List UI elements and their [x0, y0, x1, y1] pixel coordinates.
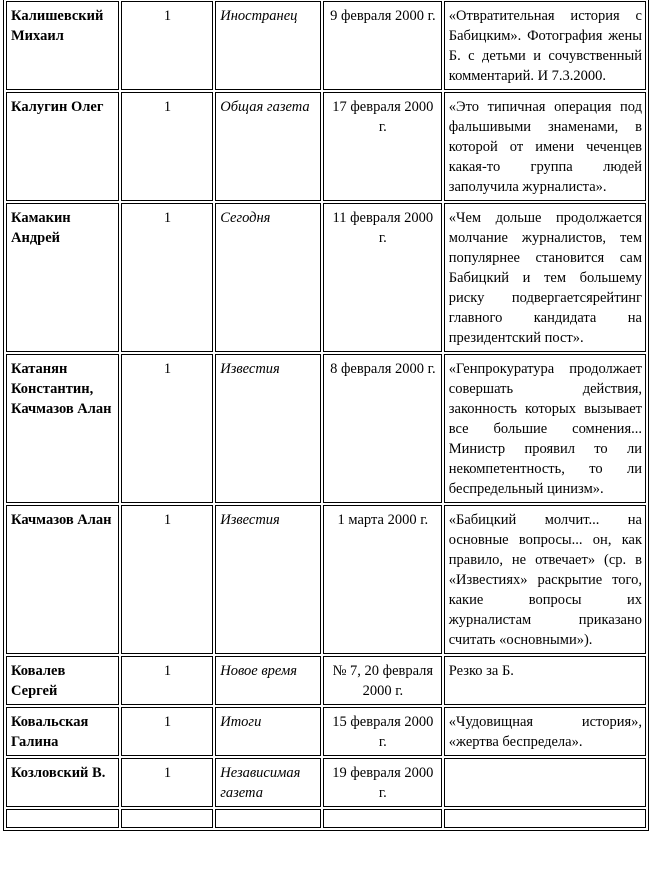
publication-date: 11 февраля 2000 г.: [323, 203, 442, 352]
table-row: [6, 758, 646, 807]
quote: «Это типичная операция под фальшивыми знаменами, в которой от имени чеченцев какая-то группа людей заполучила журналиста».: [444, 92, 646, 201]
publication-date: 17 февраля 2000 г.: [323, 92, 442, 201]
publication: Независимая газета: [215, 758, 321, 807]
table-row: [6, 92, 646, 201]
publication-date: 8 февраля 2000 г.: [323, 354, 442, 503]
mention-count: 1: [121, 656, 213, 705]
mention-count: 1: [121, 354, 213, 503]
author-name: Ковалев Сергей: [6, 656, 119, 705]
mention-count: 1: [121, 203, 213, 352]
table-row: [6, 505, 646, 654]
mention-count: 1: [121, 758, 213, 807]
table-row-partial-bottom: [6, 809, 646, 828]
table-row: [6, 203, 646, 352]
publication: Итоги: [215, 707, 321, 756]
publication: Сегодня: [215, 203, 321, 352]
table-cell: [121, 809, 213, 828]
publication: Известия: [215, 354, 321, 503]
publication-date: 1 марта 2000 г.: [323, 505, 442, 654]
author-name: Ковальская Галина: [6, 707, 119, 756]
publication-date: 15 февраля 2000 г.: [323, 707, 442, 756]
author-name: Качмазов Алан: [6, 505, 119, 654]
table-cell: [323, 809, 442, 828]
mention-count: 1: [121, 505, 213, 654]
mention-count: 1: [121, 1, 213, 90]
quote: Резко за Б.: [444, 656, 646, 705]
table-row: [6, 354, 646, 503]
author-name: Калугин Олег: [6, 92, 119, 201]
author-name: Катанян Константин, Качмазов Алан: [6, 354, 119, 503]
table-row: [6, 656, 646, 705]
publication: Известия: [215, 505, 321, 654]
table-row: [6, 1, 646, 90]
press-citations-table: [3, 0, 649, 831]
quote: «Бабицкий молчит... на основные вопросы... он, как правило, не отвечает» (ср. в «Известиях» раскрытие того, какие вопросы их журналистам приказано считать «основными»).: [444, 505, 646, 654]
table-cell: [215, 809, 321, 828]
publication-date: 9 февраля 2000 г.: [323, 1, 442, 90]
table-cell: [6, 809, 119, 828]
quote: «Чем дольше продолжается молчание журналистов, тем популярнее становится сам Бабицкий и тем большему риску подвергаетсярейтинг главного кандидата на президентский пост».: [444, 203, 646, 352]
author-name: Козловский В.: [6, 758, 119, 807]
quote: [444, 758, 646, 807]
author-name: Калишевский Михаил: [6, 1, 119, 90]
quote: «Отвратительная история с Бабицким». Фотография жены Б. с детьми и сочувственный комментарий. И 7.3.2000.: [444, 1, 646, 90]
publication-date: 19 февраля 2000 г.: [323, 758, 442, 807]
quote: «Генпрокуратура продолжает совершать действия, законность которых вызывает все большие сомнения... Министр проявил то ли некомпетентность, то ли беспредельный цинизм».: [444, 354, 646, 503]
publication: Новое время: [215, 656, 321, 705]
quote: «Чудовищная история», «жертва беспредела».: [444, 707, 646, 756]
publication: Иностранец: [215, 1, 321, 90]
mention-count: 1: [121, 707, 213, 756]
publication-date: № 7, 20 февраля 2000 г.: [323, 656, 442, 705]
table-row: [6, 707, 646, 756]
author-name: Камакин Андрей: [6, 203, 119, 352]
publication: Общая газета: [215, 92, 321, 201]
mention-count: 1: [121, 92, 213, 201]
table-cell: [444, 809, 646, 828]
